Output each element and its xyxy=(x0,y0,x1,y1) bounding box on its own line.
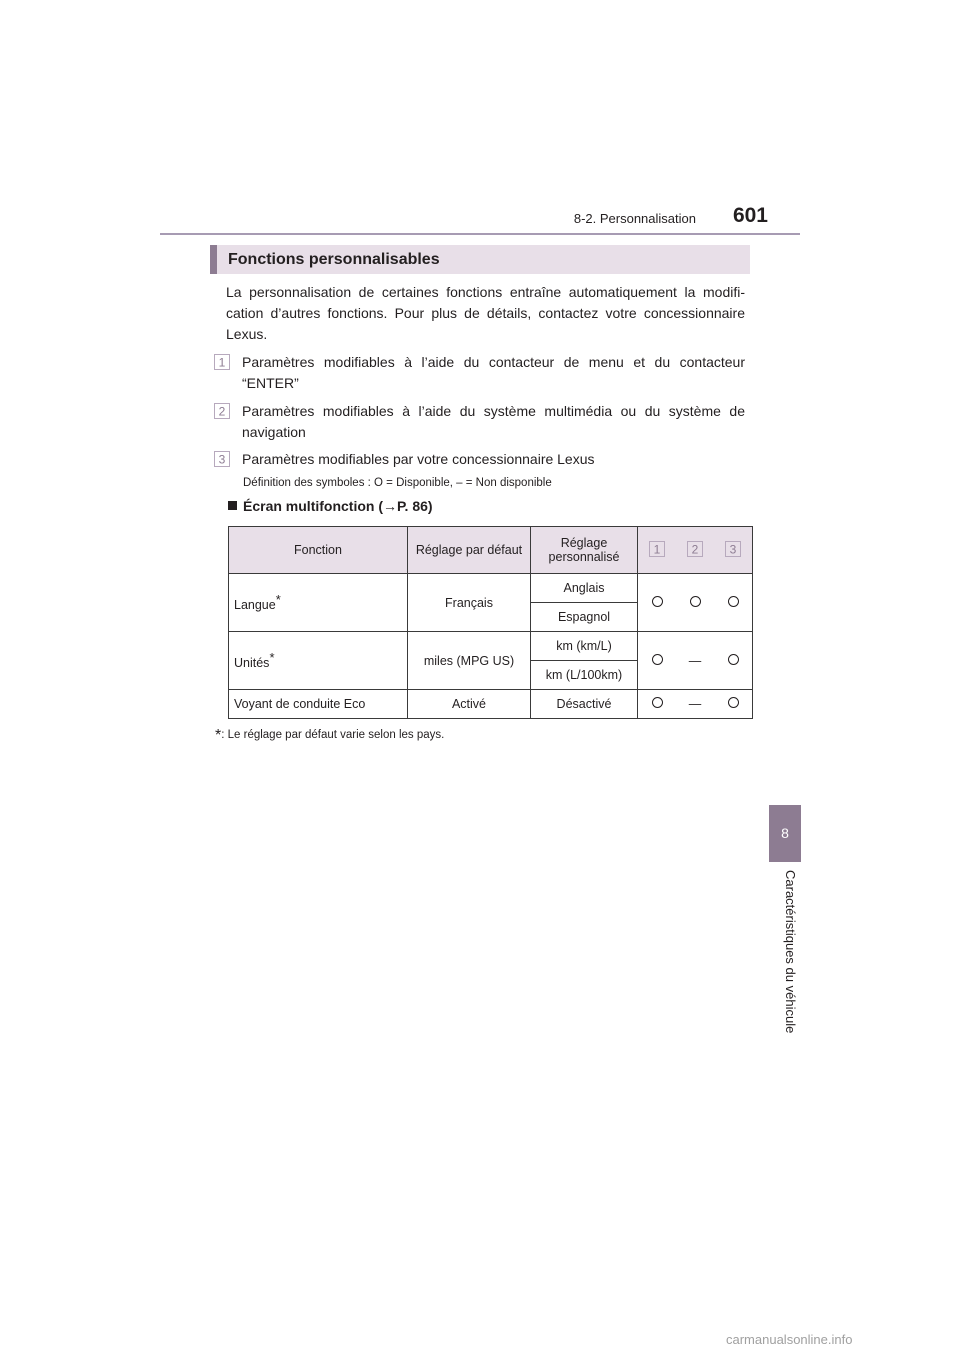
footnote-star: * xyxy=(269,650,275,666)
svg-text:1: 1 xyxy=(653,542,661,556)
subsection-heading xyxy=(228,498,433,514)
cell-col-2 xyxy=(676,574,714,632)
cell-col-1 xyxy=(638,574,677,632)
available-circle-icon xyxy=(690,596,701,607)
table-row xyxy=(229,632,753,661)
list-item xyxy=(214,449,745,470)
watermark: carmanualsonline.info xyxy=(726,1332,853,1347)
intro-paragraph: La personnalisation de certaines fonctions entraîne automatiquement la modifi-cation d’autres fonctions. Pour plus de détails, contactez votre concessionnaire Lexus. xyxy=(226,284,745,342)
header-perso: Réglage personnalisé xyxy=(531,527,638,574)
available-circle-icon xyxy=(728,654,739,665)
list-item xyxy=(214,352,745,394)
cell-fonction: Langue* xyxy=(229,574,408,632)
cell-perso: Anglais xyxy=(531,574,638,603)
cell-col-2: — xyxy=(676,632,714,690)
list-item-text: Paramètres modifiables par votre concessionnaire Lexus xyxy=(242,451,595,467)
header-col-1 xyxy=(638,527,677,574)
table-row xyxy=(229,574,753,603)
svg-text:3: 3 xyxy=(218,452,226,467)
number-1-icon xyxy=(649,541,665,557)
cell-defaut: Français xyxy=(408,574,531,632)
cell-defaut: Activé xyxy=(408,690,531,719)
chapter-title: Caractéristiques du véhicule xyxy=(783,870,798,1034)
header-col-3 xyxy=(714,527,753,574)
svg-text:1: 1 xyxy=(218,355,226,370)
available-circle-icon xyxy=(652,596,663,607)
footnote xyxy=(215,727,444,745)
number-1-icon xyxy=(214,354,230,370)
cell-perso: km (L/100km) xyxy=(531,661,638,690)
svg-text:2: 2 xyxy=(218,404,226,419)
list-item-text: Paramètres modifiables à l’aide du système multimédia ou du système de navigation xyxy=(242,403,745,440)
footnote-star: * xyxy=(215,727,222,744)
available-circle-icon xyxy=(728,596,739,607)
section-banner xyxy=(210,245,750,274)
svg-text:2: 2 xyxy=(691,542,699,556)
number-3-icon xyxy=(725,541,741,557)
symbol-legend: Définition des symboles : O = Disponible, – = Non disponible xyxy=(243,477,552,489)
page-header xyxy=(548,204,768,234)
cell-col-1 xyxy=(638,632,677,690)
settings-table xyxy=(228,526,753,719)
chapter-tab[interactable] xyxy=(769,805,801,862)
cell-perso: Espagnol xyxy=(531,603,638,632)
footnote-text: : Le réglage par défaut varie selon les pays. xyxy=(221,729,445,741)
cell-col-2: — xyxy=(676,690,714,719)
svg-text:3: 3 xyxy=(729,542,737,556)
number-3-icon xyxy=(214,451,230,467)
number-2-icon xyxy=(687,541,703,557)
header-col-2 xyxy=(676,527,714,574)
section-title: 8-2. Personnalisation xyxy=(573,211,696,226)
header-defaut: Réglage par défaut xyxy=(408,527,531,574)
cell-fonction: Voyant de conduite Eco xyxy=(229,690,408,719)
list-item-text: Paramètres modifiables à l’aide du contacteur de menu et du contacteur “ENTER” xyxy=(242,354,745,391)
available-circle-icon xyxy=(652,697,663,708)
chapter-number: 8 xyxy=(781,825,789,841)
square-bullet-icon xyxy=(228,501,237,510)
cell-col-3 xyxy=(714,574,753,632)
table-header-row xyxy=(229,527,753,574)
cell-perso: km (km/L) xyxy=(531,632,638,661)
header-fonction: Fonction xyxy=(229,527,408,574)
cell-col-3 xyxy=(714,632,753,690)
cell-fonction: Unités* xyxy=(229,632,408,690)
footnote-star: * xyxy=(275,592,281,608)
cell-perso: Désactivé xyxy=(531,690,638,719)
cell-col-1 xyxy=(638,690,677,719)
cell-col-3 xyxy=(714,690,753,719)
list-item xyxy=(214,401,745,443)
page-number: 601 xyxy=(732,204,768,227)
banner-title: Fonctions personnalisables xyxy=(228,251,440,268)
subheading-text: Écran multifonction (→P. 86) xyxy=(243,498,433,514)
header-divider xyxy=(160,233,800,235)
number-2-icon xyxy=(214,403,230,419)
cell-defaut: miles (MPG US) xyxy=(408,632,531,690)
table-row xyxy=(229,690,753,719)
available-circle-icon xyxy=(728,697,739,708)
available-circle-icon xyxy=(652,654,663,665)
